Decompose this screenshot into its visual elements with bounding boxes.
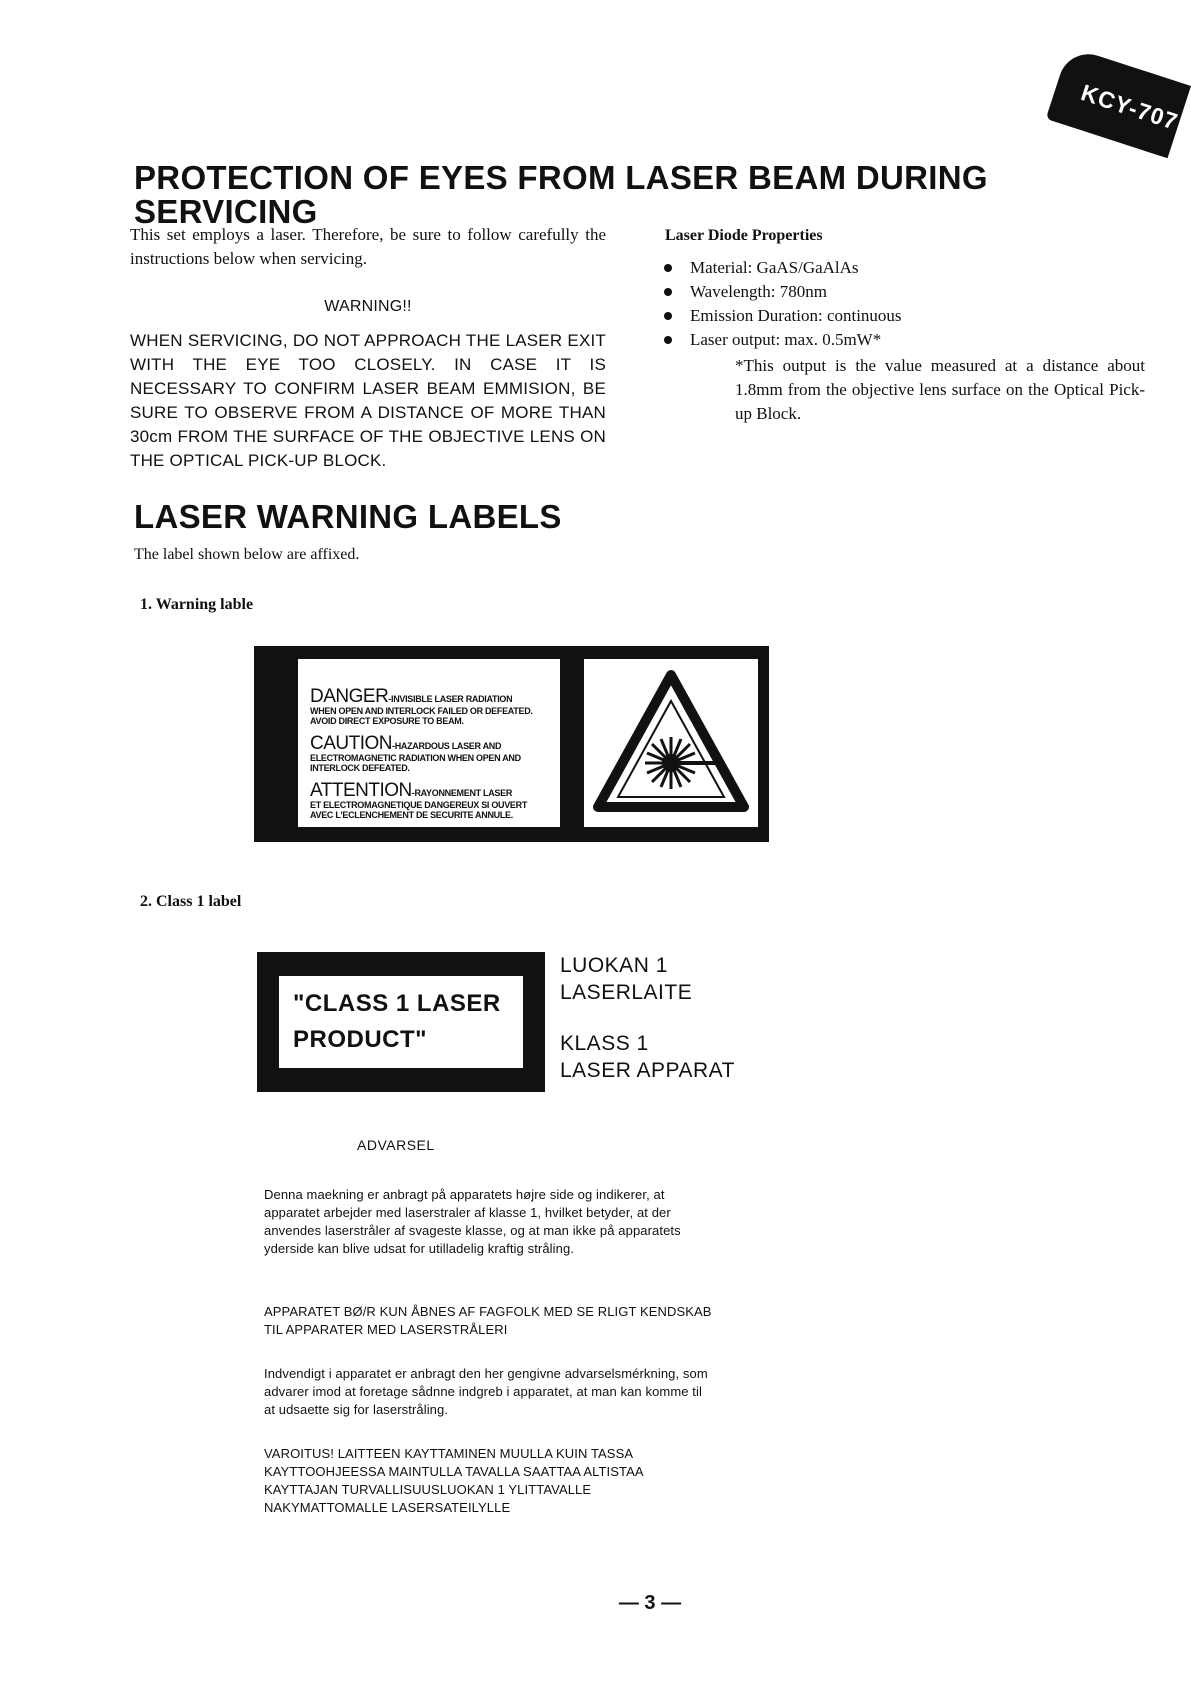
laser-props-list	[660, 256, 1140, 352]
swedish-label-line2: LASER APPARAT	[560, 1059, 735, 1082]
advarsel-paragraph-2: APPARATET BØ/R KUN ÅBNES AF FAGFOLK MED SE RLIGT KENDSKAB TIL APPARATER MED LASERSTRÅLERI	[264, 1304, 712, 1337]
attention-line2: ET ELECTROMAGNETIQUE DANGEREUX SI OUVERT	[310, 800, 528, 810]
laser-hazard-panel	[584, 659, 758, 827]
advarsel-heading: ADVARSEL	[357, 1137, 435, 1153]
finnish-label	[560, 952, 692, 1006]
label2-caption: 2. Class 1 label	[140, 893, 242, 910]
warning-label-text-panel	[298, 659, 560, 827]
laser-props-heading: Laser Diode Properties	[665, 227, 823, 244]
page-title: PROTECTION OF EYES FROM LASER BEAM DURING SERVICING	[134, 159, 988, 230]
swedish-label	[560, 1030, 735, 1084]
finnish-label-line1: LUOKAN 1	[560, 954, 668, 977]
attention-line1: -RAYONNEMENT LASER	[411, 788, 513, 798]
class1-line2: PRODUCT"	[293, 1026, 428, 1053]
class1-label	[257, 952, 545, 1092]
intro-text: This set employs a laser. Therefore, be sure to follow carefully the instructions below when servicing.	[130, 225, 606, 268]
laser-prop-wavelength: Wavelength: 780nm	[660, 280, 1140, 304]
label1-caption: 1. Warning lable	[140, 596, 254, 613]
finnish-label-line2: LASERLAITE	[560, 981, 693, 1004]
section-title-labels: LASER WARNING LABELS	[134, 498, 562, 535]
danger-line3: AVOID DIRECT EXPOSURE TO BEAM.	[310, 715, 464, 726]
class1-line1: "CLASS 1 LASER	[293, 990, 501, 1017]
model-tab-text: KCY-707	[1077, 79, 1182, 135]
swedish-label-line1: KLASS 1	[560, 1032, 649, 1055]
caution-line3: INTERLOCK DEFEATED.	[310, 762, 410, 773]
laser-prop-material: Material: GaAS/GaAlAs	[660, 256, 1140, 280]
page-number: — 3 —	[618, 1592, 682, 1614]
labels-intro: The label shown below are affixed.	[134, 546, 360, 563]
class1-label-panel	[279, 976, 523, 1068]
danger-word: DANGER	[310, 686, 389, 707]
model-tab	[1046, 46, 1191, 158]
varoitus-paragraph: VAROITUS! LAITTEEN KAYTTAMINEN MUULLA KUIN TASSA KAYTTOOHJEESSA MAINTULLA TAVALLA SAATTAA ALTISTAA KAYTTAJAN TURVALLISUUSLUOKAN 1 YLITTAVALLE NAKYMATTOMALLE LASERSATEILYLLE	[264, 1446, 643, 1515]
advarsel-paragraph-3: Indvendigt i apparatet er anbragt den her gengivne advarselsmérkning, som advarer imod at foretage sådnne indgreb i apparatet, at man kan komme til at udsaette sig for laserstråling.	[264, 1366, 708, 1417]
attention-word: ATTENTION	[310, 780, 412, 801]
caution-word: CAUTION	[310, 733, 392, 754]
danger-line1: -INVISIBLE LASER RADIATION	[388, 694, 513, 704]
caution-line2: ELECTROMAGNETIC RADIATION WHEN OPEN AND	[310, 753, 521, 763]
warning-heading: WARNING!!	[324, 298, 412, 315]
laser-output-note: *This output is the value measured at a distance about 1.8mm from the objective lens surface on the Optical Pick-up Block.	[735, 356, 1145, 423]
laser-hazard-icon	[584, 659, 758, 827]
caution-line1: -HAZARDOUS LASER AND	[392, 741, 502, 751]
warning-label	[254, 646, 769, 842]
danger-line2: WHEN OPEN AND INTERLOCK FAILED OR DEFEATED.	[310, 706, 533, 716]
laser-prop-emission: Emission Duration: continuous	[660, 304, 1140, 328]
warning-text: WHEN SERVICING, DO NOT APPROACH THE LASER EXIT WITH THE EYE TOO CLOSELY. IN CASE IT IS NECESSARY TO CONFIRM LASER BEAM EMMISION, BE SURE TO OBSERVE FROM A DISTANCE OF MORE THAN 30cm FROM THE SURFACE OF THE OBJECTIVE LENS ON THE OPTICAL PICK-UP BLOCK.	[130, 331, 606, 470]
attention-line3: AVEC L'ECLENCHEMENT DE SECURITE ANNULE.	[310, 809, 513, 820]
advarsel-paragraph-1: Denna maekning er anbragt på apparatets højre side og indikerer, at apparatet arbejder med laserstraler af klasse 1, hvilket betyder, at der anvendes laserstråler af svageste klasse, og at man ikke på apparatets yderside kan blive udsat for utilladelig kraftig stråling.	[264, 1187, 681, 1256]
laser-prop-output: Laser output: max. 0.5mW*	[660, 328, 1140, 352]
